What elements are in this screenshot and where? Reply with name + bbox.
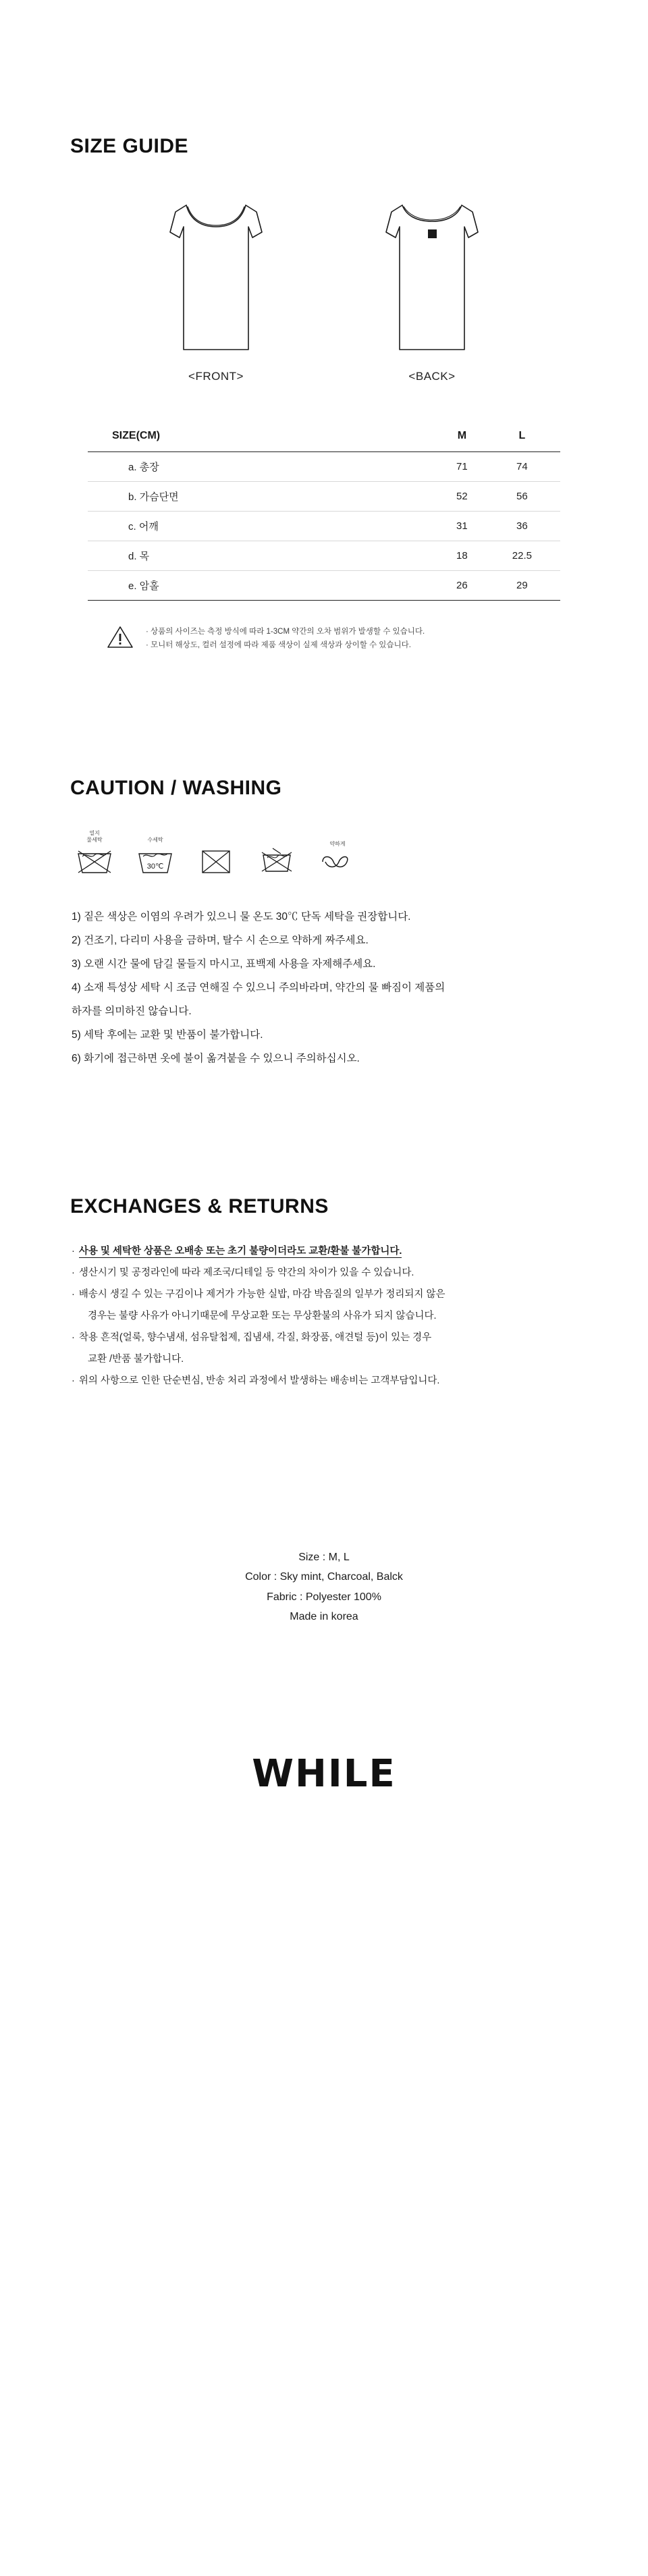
svg-text:30℃: 30℃ (146, 862, 164, 871)
table-row (88, 541, 560, 571)
bullet-1: · (72, 1267, 75, 1279)
natural-dry-caption: 약하게 (329, 840, 346, 847)
size-row-4-m: 26 (440, 571, 484, 601)
list-item (72, 1263, 587, 1284)
spec-line-1: Color : Sky mint, Charcoal, Balck (245, 1571, 403, 1583)
care-symbol-no-tumble-dry (255, 829, 298, 879)
exchanges-returns-section (61, 1070, 587, 1392)
washing-item-5: 6) 화기에 접근하면 옷에 불이 옮겨붙을 수 있으니 주의하십시오. (72, 1052, 360, 1064)
size-note-line-0: · 상품의 사이즈는 측정 방식에 따라 1-3CM 약간의 오차 범위가 발생할 수 있습니다. (146, 628, 425, 636)
list-item (72, 1241, 587, 1263)
washing-item-2: 3) 오랜 시간 물에 담길 물들지 마시고, 표백제 사용을 자제해주세요. (72, 958, 376, 970)
washing-item-1: 2) 건조기, 다리미 사용을 금하며, 탈수 시 손으로 약하게 짜주세요. (72, 935, 369, 947)
list-item (72, 1371, 587, 1392)
size-table-header-1: M (440, 422, 484, 452)
exchanges-item-2: 배송시 생길 수 있는 구김이나 제거가 가능한 실밥, 마감 박음질의 일부가 정리되지 않은 (78, 1289, 446, 1300)
care-symbol-natural-dry (316, 833, 359, 879)
no-tumble-dry-caption (255, 829, 298, 843)
table-row (88, 512, 560, 541)
spec-line-2: Fabric : Polyester 100% (267, 1591, 381, 1603)
bullet-4: · (72, 1375, 75, 1386)
washing-instructions (72, 906, 587, 1070)
table-row (88, 571, 560, 601)
tank-top-front-icon (157, 200, 275, 355)
caution-title: CAUTION / WASHING (70, 777, 282, 800)
garment-back (364, 200, 500, 383)
tank-top-back-icon (373, 200, 491, 355)
table-row (88, 482, 560, 512)
hand-wash-caption: 열지 물세탁 (86, 830, 103, 843)
care-symbol-no-bleach (194, 829, 238, 879)
size-row-3-l: 22.5 (484, 541, 560, 571)
brand-logo-section (61, 1627, 587, 1951)
size-table (88, 422, 560, 601)
care-symbols (73, 829, 587, 879)
exchanges-item-1: 생산시기 및 공정라인에 따라 제조국/디테일 등 약간의 차이가 있을 수 있습니다. (78, 1267, 414, 1279)
size-table-header-0: SIZE(CM) (88, 422, 440, 452)
size-row-1-label: b. 가슴단면 (88, 482, 440, 512)
size-guide-section (61, 0, 587, 652)
exchanges-item-3-sub: 교환 /반품 불가합니다. (88, 1353, 184, 1365)
exchanges-title: EXCHANGES & RETURNS (70, 1195, 329, 1218)
size-note-text (146, 625, 425, 652)
spec-line-0: Size : M, L (298, 1551, 350, 1563)
size-row-3-label: d. 목 (88, 541, 440, 571)
no-bleach-caption (194, 829, 238, 843)
size-row-0-l: 74 (484, 452, 560, 482)
table-row (88, 452, 560, 482)
size-table-wrap (88, 422, 560, 601)
care-symbol-hand-wash (73, 829, 116, 879)
size-table-header-2: L (484, 422, 560, 452)
size-row-0-m: 71 (440, 452, 484, 482)
warning-triangle-icon (107, 626, 134, 652)
hand-wash-icon (76, 844, 113, 875)
size-row-3-m: 18 (440, 541, 484, 571)
back-label: <BACK> (408, 370, 456, 383)
garment-front (148, 200, 284, 383)
washing-item-4: 5) 세탁 후에는 교환 및 반품이 불가합니다. (72, 1029, 263, 1041)
garment-illustrations (61, 200, 587, 383)
exchanges-item-4: 위의 사항으로 인한 단순변심, 반송 처리 과정에서 발생하는 배송비는 고객부담입니다. (78, 1375, 440, 1386)
list-item (72, 1327, 587, 1371)
size-row-2-label: c. 어깨 (88, 512, 440, 541)
size-guide-title: SIZE GUIDE (70, 135, 189, 157)
natural-dry-icon (319, 848, 356, 875)
exchanges-item-2-sub: 경우는 불량 사유가 아니기때문에 무상교환 또는 무상환불의 사유가 되지 않습니다. (88, 1311, 437, 1322)
size-row-0-label: a. 총장 (88, 452, 440, 482)
size-row-1-m: 52 (440, 482, 484, 512)
size-row-4-l: 29 (484, 571, 560, 601)
front-label: <FRONT> (188, 370, 244, 383)
care-symbol-wash-30 (134, 829, 177, 879)
product-spec-block (61, 1392, 587, 1627)
back-logo-tag-icon (428, 229, 437, 238)
washing-item-0: 1) 짙은 색상은 이염의 우려가 있으니 물 온도 30℃ 단독 세탁을 권장합니다. (72, 911, 411, 923)
exchanges-item-0: 사용 및 세탁한 상품은 오배송 또는 초기 불량이더라도 교환/환불 불가합니다. (78, 1246, 402, 1257)
bullet-2: · (72, 1289, 75, 1300)
brand-logo: WHILE (252, 1751, 396, 1796)
size-row-2-l: 36 (484, 512, 560, 541)
size-row-2-m: 31 (440, 512, 484, 541)
wash-30c-icon (136, 844, 174, 875)
size-table-header-row (88, 422, 560, 452)
size-note-line-1: · 모니터 해상도, 컬러 설정에 따라 제품 색상이 실제 색상과 상이할 수 있습니다. (146, 641, 411, 650)
size-note-row (88, 625, 560, 652)
size-row-4-label: e. 암홀 (88, 571, 440, 601)
exchanges-item-3: 착용 흔적(얼룩, 향수냄새, 섬유탈첩제, 집냄새, 각질, 화장품, 애견털 등)이 있는 경우 (78, 1332, 432, 1343)
caution-washing-section (61, 652, 587, 1070)
bullet-3: · (72, 1332, 75, 1343)
washing-item-3-continued: 하자를 의미하진 않습니다. (72, 1005, 192, 1017)
washing-item-3: 4) 소재 특성상 세탁 시 조금 연해질 수 있으니 주의바라며, 약간의 물 빠짐이 제품의 (72, 981, 446, 993)
spec-line-3: Made in korea (290, 1611, 358, 1623)
list-item (72, 1284, 587, 1327)
no-bleach-icon (197, 844, 235, 875)
bullet-0: · (72, 1246, 75, 1257)
wash-30-caption: 수세탁 (147, 836, 163, 843)
no-tumble-dry-icon (258, 844, 296, 875)
exchanges-list (72, 1241, 587, 1392)
size-row-1-l: 56 (484, 482, 560, 512)
